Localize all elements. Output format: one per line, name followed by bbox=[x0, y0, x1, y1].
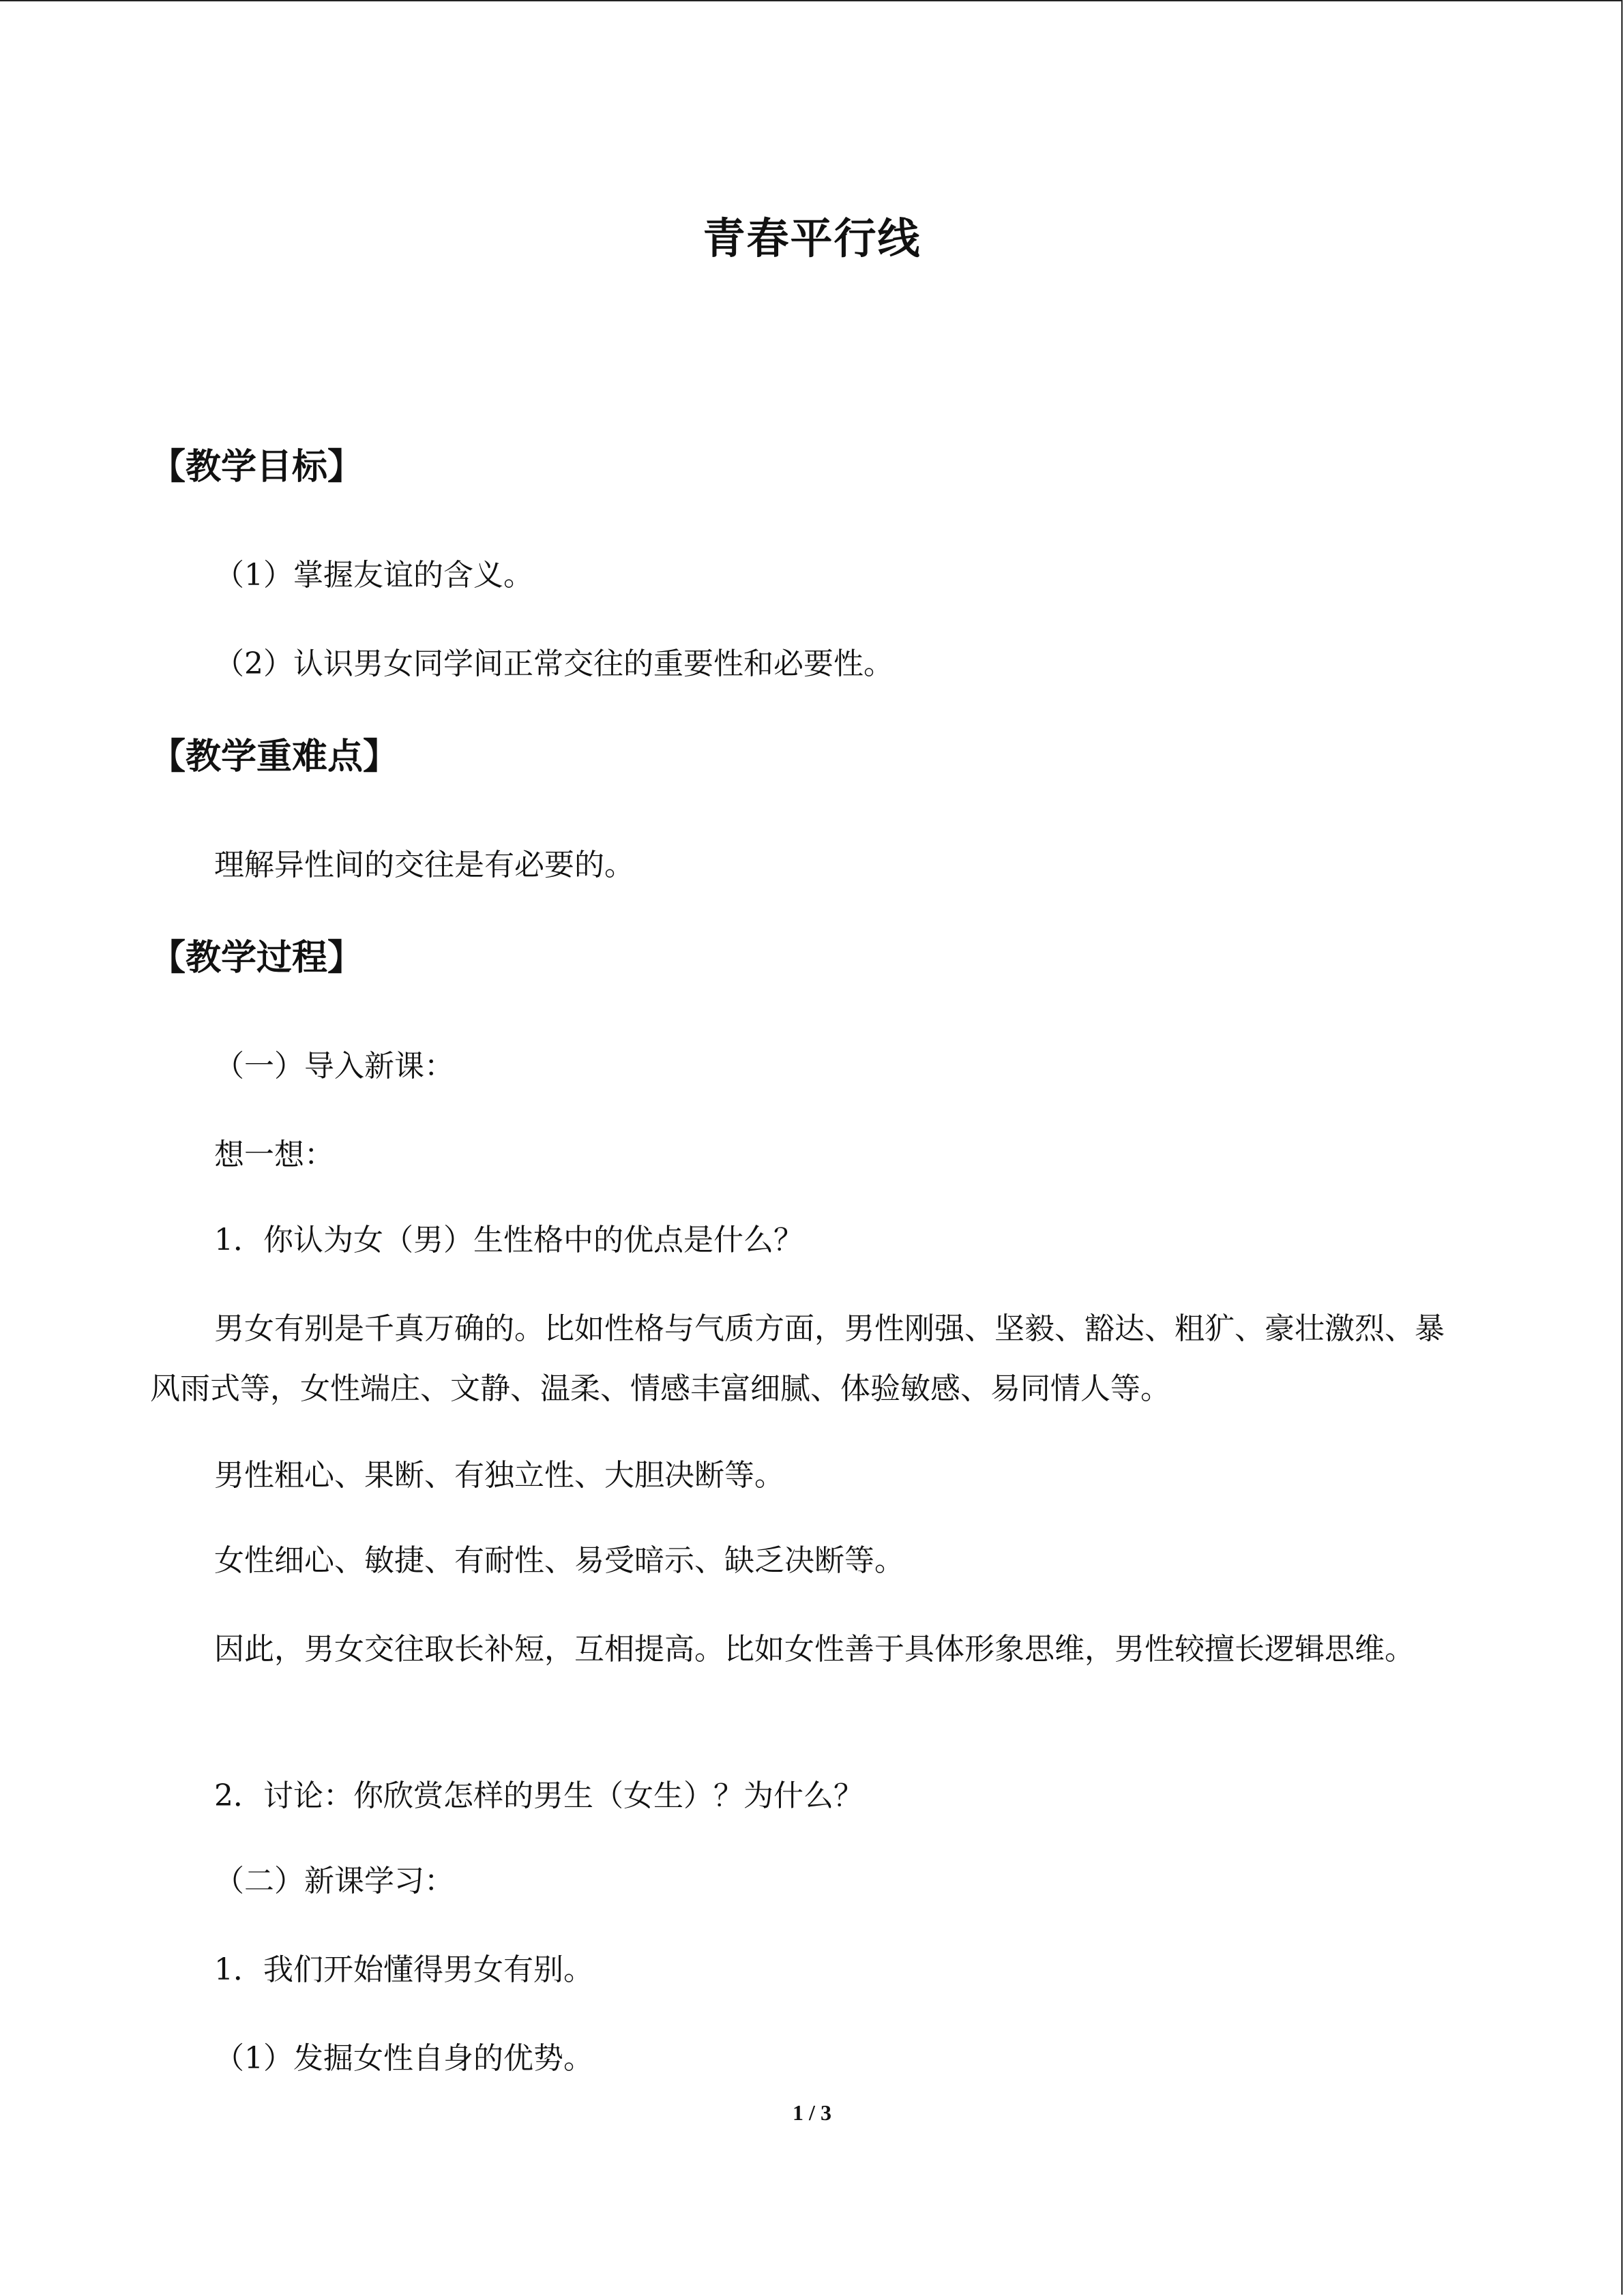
objective-item-2: （2）认识男女同学间正常交往的重要性和必要性。 bbox=[214, 646, 894, 681]
process-paragraph: 1．我们开始懂得男女有别。 bbox=[214, 1952, 593, 1987]
process-paragraph: （一）导入新课： bbox=[214, 1049, 454, 1084]
heading-key-points: 【教学重难点】 bbox=[150, 736, 399, 777]
heading-objectives: 【教学目标】 bbox=[150, 447, 364, 488]
process-paragraph: 因此，男女交往取长补短，互相提高。比如女性善于具体形象思维，男性较擅长逻辑思维。 bbox=[214, 1632, 1415, 1667]
process-paragraph: 1．你认为女（男）生性格中的优点是什么？ bbox=[214, 1223, 803, 1257]
page-number: 1 / 3 bbox=[793, 2100, 831, 2125]
objective-item-1: （1）掌握友谊的含义。 bbox=[214, 558, 533, 593]
process-paragraph: （二）新课学习： bbox=[214, 1864, 454, 1898]
process-paragraph: 2．讨论：你欣赏怎样的男生（女生）？为什么？ bbox=[214, 1778, 863, 1813]
process-paragraph: 男性粗心、果断、有独立性、大胆决断等。 bbox=[214, 1458, 784, 1493]
process-paragraph: 想一想： bbox=[214, 1137, 334, 1172]
process-paragraph: （1）发掘女性自身的优势。 bbox=[214, 2041, 593, 2076]
key-points-text: 理解异性间的交往是有必要的。 bbox=[214, 848, 634, 882]
document-title: 青春平行线 bbox=[703, 213, 921, 263]
heading-process: 【教学过程】 bbox=[150, 938, 364, 979]
process-paragraph: 男女有别是千真万确的。比如性格与气质方面，男性刚强、坚毅、豁达、粗犷、豪壮激烈、暴风雨式等，女性端庄、文静、温柔、情感丰富细腻、体验敏感、易同情人等。 bbox=[150, 1311, 1445, 1406]
process-paragraph: 女性细心、敏捷、有耐性、易受暗示、缺乏决断等。 bbox=[214, 1543, 904, 1578]
